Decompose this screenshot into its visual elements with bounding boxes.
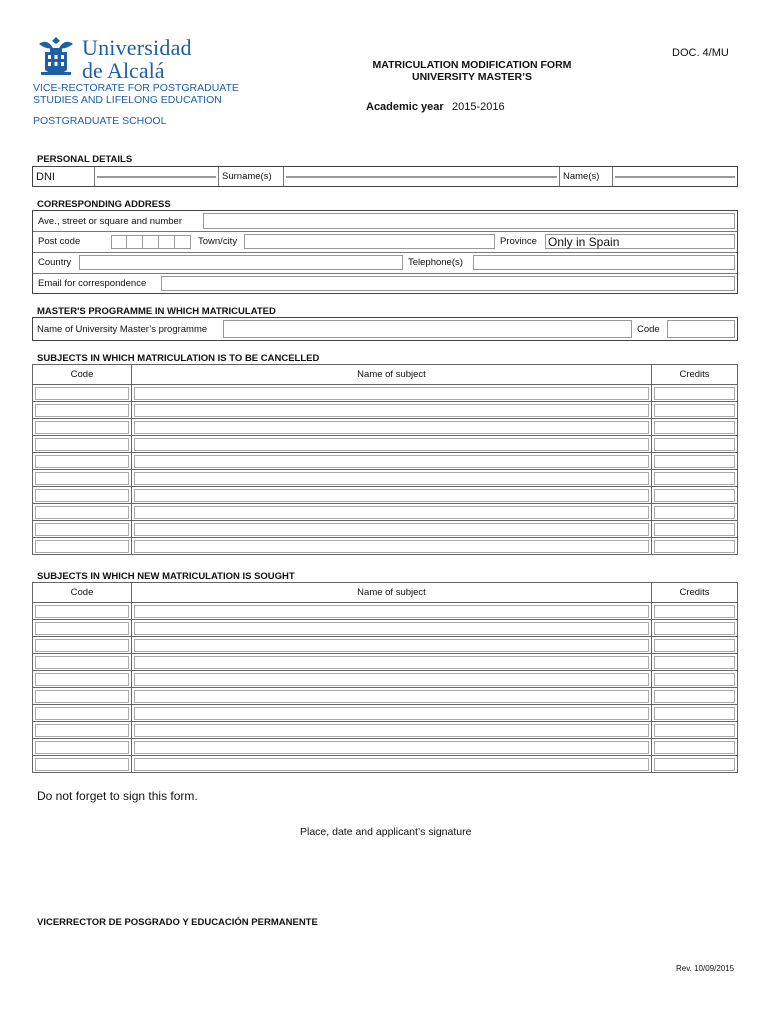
credits-cell[interactable] (652, 688, 738, 705)
table-row (33, 620, 738, 637)
programme-code-label: Code (637, 323, 660, 335)
programme-name-label: Name of University Master’s programme (37, 323, 208, 335)
subject-cell[interactable] (132, 538, 652, 555)
new-col-code: Code (33, 583, 132, 603)
code-cell[interactable] (33, 419, 132, 436)
form-subtitle: UNIVERSITY MASTER’S (412, 71, 532, 83)
university-crest-icon (33, 34, 79, 80)
country-row (33, 252, 737, 272)
code-cell[interactable] (33, 402, 132, 419)
subject-cell[interactable] (132, 470, 652, 487)
subject-cell[interactable] (132, 504, 652, 521)
cancel-col-name: Name of subject (132, 365, 652, 385)
country-field[interactable] (79, 255, 403, 270)
credits-cell[interactable] (652, 402, 738, 419)
subject-cell[interactable] (132, 637, 652, 654)
credits-cell[interactable] (652, 620, 738, 637)
subject-cell[interactable] (132, 521, 652, 538)
code-cell[interactable] (33, 722, 132, 739)
form-title: MATRICULATION MODIFICATION FORM (372, 59, 572, 71)
table-row (33, 436, 738, 453)
code-cell[interactable] (33, 521, 132, 538)
dni-label: DNI (33, 167, 95, 186)
country-label: Country (38, 257, 72, 268)
table-row (33, 671, 738, 688)
code-cell[interactable] (33, 436, 132, 453)
credits-cell[interactable] (652, 385, 738, 402)
credits-cell[interactable] (652, 756, 738, 773)
new-subjects-table (32, 582, 738, 773)
subject-cell[interactable] (132, 688, 652, 705)
postcode-label: Post code (38, 236, 81, 247)
table-row (33, 688, 738, 705)
personal-details-row (32, 166, 738, 187)
code-cell[interactable] (33, 637, 132, 654)
table-row (33, 521, 738, 538)
subject-cell[interactable] (132, 402, 652, 419)
signature-place-label: Place, date and applicant’s signature (300, 826, 472, 838)
subject-cell[interactable] (132, 419, 652, 436)
vice-rectorate-line1: VICE-RECTORATE FOR POSTGRADUATE (33, 82, 239, 94)
table-row (33, 637, 738, 654)
subject-cell[interactable] (132, 603, 652, 620)
address-heading: CORRESPONDING ADDRESS (37, 199, 171, 210)
credits-cell[interactable] (652, 487, 738, 504)
email-field[interactable] (161, 276, 735, 291)
street-row (33, 211, 737, 231)
code-cell[interactable] (33, 620, 132, 637)
subject-cell[interactable] (132, 705, 652, 722)
table-row (33, 453, 738, 470)
code-cell[interactable] (33, 654, 132, 671)
subject-cell[interactable] (132, 739, 652, 756)
sign-reminder: Do not forget to sign this form. (37, 789, 198, 803)
credits-cell[interactable] (652, 705, 738, 722)
code-cell[interactable] (33, 487, 132, 504)
credits-cell[interactable] (652, 603, 738, 620)
cancel-col-credits: Credits (652, 365, 738, 385)
programme-heading: MASTER'S PROGRAMME IN WHICH MATRICULATED (37, 306, 276, 317)
subject-cell[interactable] (132, 620, 652, 637)
code-cell[interactable] (33, 504, 132, 521)
credits-cell[interactable] (652, 504, 738, 521)
town-label: Town/city (198, 236, 238, 247)
table-row (33, 470, 738, 487)
postcode-boxes[interactable] (111, 232, 195, 251)
new-col-credits: Credits (652, 583, 738, 603)
name-field[interactable] (613, 167, 737, 186)
subject-cell[interactable] (132, 722, 652, 739)
credits-cell[interactable] (652, 470, 738, 487)
credits-cell[interactable] (652, 521, 738, 538)
credits-cell[interactable] (652, 436, 738, 453)
email-label: Email for correspondence (38, 278, 147, 289)
credits-cell[interactable] (652, 739, 738, 756)
subject-cell[interactable] (132, 453, 652, 470)
code-cell[interactable] (33, 671, 132, 688)
code-cell[interactable] (33, 688, 132, 705)
academic-year-label: Academic year (366, 101, 444, 113)
programme-row (32, 317, 738, 341)
street-field[interactable] (203, 213, 735, 229)
code-cell[interactable] (33, 739, 132, 756)
credits-cell[interactable] (652, 419, 738, 436)
table-row (33, 705, 738, 722)
code-cell[interactable] (33, 603, 132, 620)
credits-cell[interactable] (652, 671, 738, 688)
surname-field[interactable] (284, 167, 560, 186)
dni-field[interactable] (95, 167, 219, 186)
table-row (33, 538, 738, 555)
university-name-line2: de Alcalá (82, 58, 165, 83)
subject-cell[interactable] (132, 654, 652, 671)
personal-details-heading: PERSONAL DETAILS (37, 154, 133, 165)
programme-name-field[interactable] (223, 320, 632, 338)
code-cell[interactable] (33, 470, 132, 487)
cancel-table-heading: SUBJECTS IN WHICH MATRICULATION IS TO BE CANCELLED (37, 353, 320, 364)
code-cell[interactable] (33, 453, 132, 470)
credits-cell[interactable] (652, 453, 738, 470)
table-row (33, 739, 738, 756)
code-cell[interactable] (33, 538, 132, 555)
street-label: Ave., street or square and number (38, 215, 182, 227)
table-row (33, 487, 738, 504)
new-table-heading: SUBJECTS IN WHICH NEW MATRICULATION IS SOUGHT (37, 571, 295, 582)
credits-cell[interactable] (652, 538, 738, 555)
new-col-name: Name of subject (132, 583, 652, 603)
credits-cell[interactable] (652, 654, 738, 671)
province-field[interactable]: Only in Spain (545, 234, 735, 249)
name-label: Name(s) (560, 167, 613, 186)
subject-cell[interactable] (132, 487, 652, 504)
code-cell[interactable] (33, 385, 132, 402)
table-row (33, 385, 738, 402)
university-name: Universidad (82, 35, 192, 60)
table-row (33, 722, 738, 739)
credits-cell[interactable] (652, 722, 738, 739)
programme-code-field[interactable] (667, 320, 735, 338)
table-row (33, 504, 738, 521)
subject-cell[interactable] (132, 756, 652, 773)
vice-rectorate-line2: STUDIES AND LIFELONG EDUCATION (33, 94, 222, 106)
credits-cell[interactable] (652, 637, 738, 654)
revision-date: Rev. 10/09/2015 (676, 964, 735, 973)
surname-label: Surname(s) (219, 167, 284, 186)
table-row (33, 419, 738, 436)
vice-rector-signature-label: VICERRECTOR DE POSGRADO Y EDUCACIÓN PERMANENTE (37, 917, 318, 928)
code-cell[interactable] (33, 705, 132, 722)
town-field[interactable] (244, 234, 495, 249)
doc-code: DOC. 4/MU (672, 47, 729, 59)
table-row (33, 603, 738, 620)
subject-cell[interactable] (132, 436, 652, 453)
code-cell[interactable] (33, 756, 132, 773)
subject-cell[interactable] (132, 671, 652, 688)
cancel-col-code: Code (33, 365, 132, 385)
table-row (33, 654, 738, 671)
postcode-row (33, 231, 737, 251)
telephone-field[interactable] (473, 255, 735, 270)
province-label: Province (500, 236, 537, 247)
telephone-label: Telephone(s) (408, 257, 463, 268)
academic-year-value: 2015-2016 (452, 101, 505, 113)
table-row (33, 402, 738, 419)
email-row (33, 273, 737, 293)
table-row (33, 756, 738, 773)
cancel-subjects-table (32, 364, 738, 555)
school-name: POSTGRADUATE SCHOOL (33, 115, 167, 127)
subject-cell[interactable] (132, 385, 652, 402)
